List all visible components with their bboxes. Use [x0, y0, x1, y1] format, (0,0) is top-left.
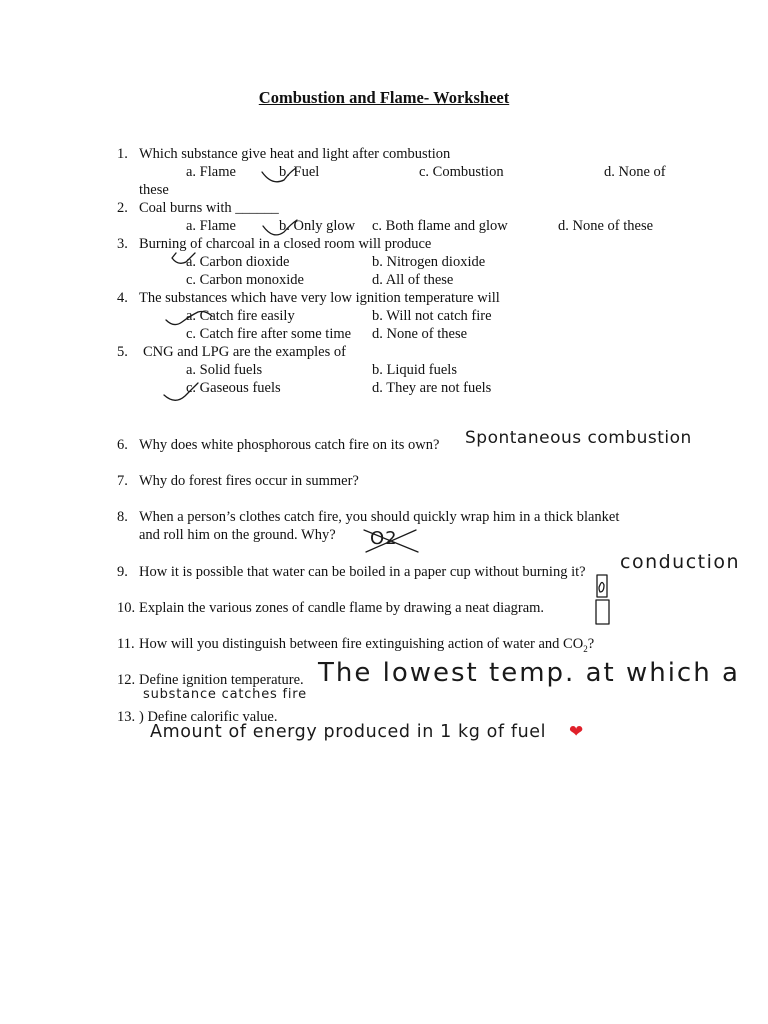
q4-option-d: d. None of these [372, 326, 468, 342]
q2-option-b: b. Only glow [279, 218, 356, 234]
q8-handwritten-answer: O2 [370, 528, 398, 549]
q4-number: 4. [117, 290, 128, 306]
q8-text-line2: and roll him on the ground. Why? [139, 527, 336, 543]
q10-number: 10. [117, 600, 136, 616]
q4-option-c: c. Catch fire after some time [186, 326, 352, 342]
q13-handwritten-answer: Amount of energy produced in 1 kg of fuel [150, 722, 547, 742]
q12-handwritten-answer-line2: substance catches fire [143, 687, 307, 702]
q11-subscript: 2 [583, 643, 588, 654]
q11-text [139, 635, 594, 658]
q1-option-b: b. Fuel [279, 164, 320, 180]
q1-number: 1. [117, 146, 128, 162]
q6-handwritten-answer: Spontaneous combustion [465, 428, 692, 448]
q1-option-a: a. Flame [186, 164, 236, 180]
q10-text: Explain the various zones of candle flame by drawing a neat diagram. [139, 600, 545, 616]
q9-handwritten-answer: conduction [620, 551, 741, 573]
q3-option-c: c. Carbon monoxide [186, 272, 304, 288]
q7-text: Why do forest fires occur in summer? [139, 473, 359, 489]
q6-text: Why does white phosphorous catch fire on its own? [139, 437, 440, 453]
q11-text-end: ? [587, 636, 595, 652]
q7-number: 7. [117, 473, 128, 489]
q12-text: Define ignition temperature. [139, 672, 304, 688]
q12-number: 12. [117, 672, 136, 688]
q13-number: 13. [117, 709, 136, 725]
q1-option-c: c. Combustion [419, 164, 504, 180]
q2-number: 2. [117, 200, 128, 216]
q5-option-c: c. Gaseous fuels [186, 380, 281, 396]
q8-number: 8. [117, 509, 128, 525]
q9-text: How it is possible that water can be boiled in a paper cup without burning it? [139, 564, 586, 580]
q4-text: The substances which have very low ignition temperature will [139, 290, 500, 306]
q5-option-a: a. Solid fuels [186, 362, 263, 378]
q8-text: When a person’s clothes catch fire, you should quickly wrap him in a thick blanket [139, 509, 620, 525]
q4-option-b: b. Will not catch fire [372, 308, 492, 324]
heart-icon: ❤ [569, 722, 584, 741]
q11-text-main: How will you distinguish between fire extinguishing action of water and CO [139, 636, 584, 652]
candle-sketch [596, 575, 609, 624]
q6-number: 6. [117, 437, 128, 453]
q3-text: Burning of charcoal in a closed room will produce [139, 236, 432, 252]
q4-option-a: a. Catch fire easily [186, 308, 295, 324]
q9-number: 9. [117, 564, 128, 580]
q5-option-d: d. They are not fuels [372, 380, 492, 396]
q5-number: 5. [117, 344, 128, 360]
q12-handwritten-answer: The lowest temp. at which a [318, 658, 740, 688]
q1-option-d: d. None of [604, 164, 666, 180]
q11-number: 11. [117, 636, 135, 652]
q2-text: Coal burns with ______ [139, 200, 279, 216]
q3-option-a: a. Carbon dioxide [186, 254, 290, 270]
q2-option-a: a. Flame [186, 218, 236, 234]
worksheet-title: Combustion and Flame- Worksheet [258, 88, 510, 107]
q2-option-c: c. Both flame and glow [372, 218, 508, 234]
q1-option-d-continued: these [139, 182, 169, 198]
q3-option-b: b. Nitrogen dioxide [372, 254, 486, 270]
q5-text: CNG and LPG are the examples of [143, 344, 346, 360]
q2-option-d: d. None of these [558, 218, 654, 234]
q3-option-d: d. All of these [372, 272, 454, 288]
q1-text: Which substance give heat and light after combustion [139, 146, 451, 162]
q5-option-b: b. Liquid fuels [372, 362, 457, 378]
q3-number: 3. [117, 236, 128, 252]
q13-text: ) Define calorific value. [139, 709, 278, 725]
